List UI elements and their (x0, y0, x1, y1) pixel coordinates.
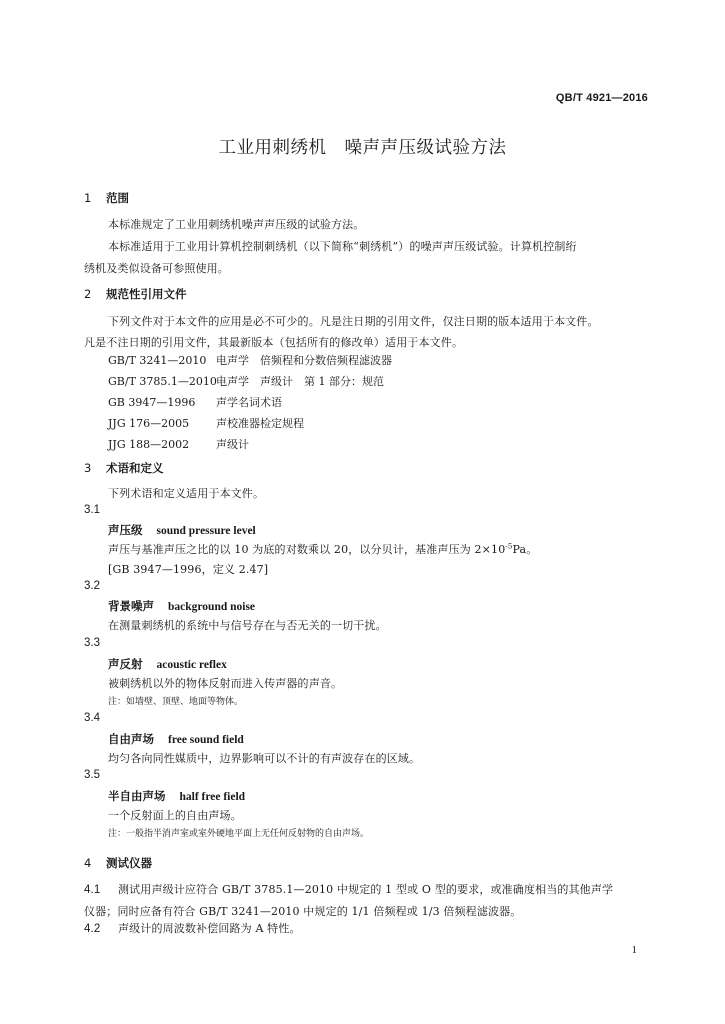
term-en: background noise (168, 601, 256, 613)
term-heading (108, 731, 244, 747)
term-heading (108, 788, 245, 804)
clause-text: 测试用声级计应符合 GB/T 3785.1—2010 中规定的 1 型或 O 型的要求，或准确度相当的其他声学 (118, 883, 614, 896)
clause-4-2 (84, 920, 301, 936)
section-number: 4 (84, 856, 92, 870)
term-zh: 背景噪声 (108, 599, 154, 613)
page-number: 1 (631, 944, 637, 956)
term-definition: 在测量刺绣机的系统中与信号存在与否无关的一切干扰。 (108, 619, 387, 632)
term-zh: 半自由声场 (108, 789, 166, 803)
reference-name: 电声学 声级计 第 1 部分：规范 (216, 375, 384, 388)
term-definition: 一个反射面上的自由声场。 (108, 809, 242, 822)
reference-code: JJG 188—2002 (108, 438, 190, 451)
definition-unit: Pa。 (512, 543, 538, 556)
section-number: 2 (84, 287, 92, 301)
reference-code: GB 3947—1996 (108, 396, 196, 409)
term-zh: 声压级 (108, 523, 143, 537)
scope-paragraph-1: 本标准规定了工业用刺绣机噪声声压级的试验方法。 (108, 218, 365, 231)
term-en: free sound field (168, 734, 244, 746)
reference-code: GB/T 3785.1—2010 (108, 375, 217, 388)
section-number: 3 (84, 461, 92, 475)
scope-paragraph-2-line-1: 本标准适用于工业用计算机控制刺绣机（以下简称“刺绣机”）的噪声声压级试验。计算机控制绗 (108, 240, 577, 253)
reference-name: 声校准器检定规程 (216, 417, 304, 430)
term-heading (108, 656, 227, 672)
terms-intro: 下列术语和定义适用于本文件。 (108, 487, 265, 500)
reference-item (108, 415, 304, 431)
normative-paragraph-line-1: 下列文件对于本文件的应用是必不可少的。凡是注日期的引用文件，仅注日期的版本适用于本文件。 (108, 315, 599, 328)
term-definition: 被刺绣机以外的物体反射而进入传声器的声音。 (108, 677, 343, 690)
reference-name: 声学名词术语 (216, 396, 282, 409)
term-zh: 自由声场 (108, 732, 154, 746)
reference-name: 声级计 (216, 438, 249, 451)
term-en: acoustic reflex (156, 659, 227, 671)
reference-code: GB/T 3241—2010 (108, 354, 207, 367)
section-title: 范围 (106, 191, 129, 205)
reference-item (108, 373, 384, 389)
term-definition: 均匀各向同性媒质中，边界影响可以不计的有声波存在的区域。 (108, 752, 421, 765)
definition-exponent: -5 (505, 542, 513, 551)
term-en: half free field (179, 791, 246, 803)
term-source: [GB 3947—1996，定义 2.47] (108, 563, 269, 576)
term-note: 注：如墙壁、顶壁、地面等物体。 (108, 697, 244, 707)
clause-text: 声级计的周波数补偿回路为 A 特性。 (118, 922, 301, 935)
section-title: 规范性引用文件 (106, 287, 187, 301)
definition-text: 声压与基准声压之比的以 10 为底的对数乘以 20，以分贝计，基准声压为 2×10 (108, 543, 506, 556)
term-number: 3.4 (84, 712, 100, 724)
reference-item (108, 436, 249, 452)
term-heading (108, 598, 255, 614)
clause-4-1-line-2: 仪器；同时应备有符合 GB/T 3241—2010 中规定的 1/1 倍频程或 1/3 倍频程滤波器。 (84, 905, 522, 918)
section-number: 1 (84, 191, 92, 205)
reference-code: JJG 176—2005 (108, 417, 190, 430)
clause-number: 4.2 (84, 923, 101, 935)
term-heading (108, 522, 256, 538)
term-number: 3.2 (84, 580, 100, 592)
reference-item (108, 352, 392, 368)
term-definition (108, 541, 537, 557)
term-number: 3.1 (84, 504, 100, 516)
scope-paragraph-2-line-2: 绣机及类似设备可参照使用。 (84, 262, 229, 275)
normative-paragraph-line-2: 凡是不注日期的引用文件，其最新版本（包括所有的修改单）适用于本文件。 (84, 336, 464, 349)
section-4-heading (84, 855, 152, 871)
term-number: 3.5 (84, 769, 100, 781)
term-en: sound pressure level (156, 525, 256, 537)
section-title: 术语和定义 (106, 461, 164, 475)
clause-4-1-line-1 (84, 881, 613, 897)
reference-name: 电声学 倍频程和分数倍频程滤波器 (216, 354, 392, 367)
section-1-heading (84, 190, 129, 206)
term-zh: 声反射 (108, 657, 143, 671)
term-number: 3.3 (84, 637, 100, 649)
reference-item (108, 394, 282, 410)
term-note: 注：一般指半消声室或室外硬地平面上无任何反射物的自由声场。 (108, 829, 370, 839)
section-3-heading (84, 460, 164, 476)
document-title: 工业用刺绣机 噪声声压级试验方法 (218, 138, 507, 158)
section-2-heading (84, 286, 187, 302)
section-title: 测试仪器 (106, 856, 152, 870)
standard-number: QB/T 4921—2016 (555, 92, 648, 104)
clause-number: 4.1 (84, 884, 101, 896)
